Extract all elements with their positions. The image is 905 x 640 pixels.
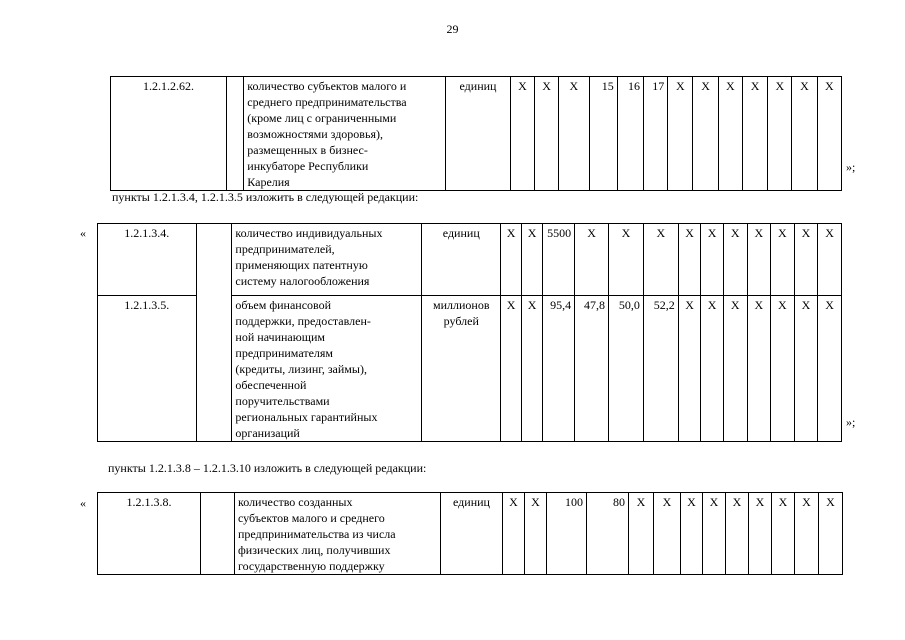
value-cell: 100 xyxy=(547,493,587,575)
value-cell: X xyxy=(503,493,525,575)
value-cell: 80 xyxy=(587,493,629,575)
value-cell: X xyxy=(510,77,534,191)
empty-cell xyxy=(227,77,244,191)
value-cell: 16 xyxy=(617,77,643,191)
value-cell: X xyxy=(575,224,609,296)
value-cell: 17 xyxy=(644,77,668,191)
value-cell: X xyxy=(771,296,795,442)
value-cell: X xyxy=(794,296,818,442)
row-unit: миллионов рублей xyxy=(422,296,501,442)
row-code: 1.2.1.3.4. xyxy=(98,224,197,296)
value-cell: X xyxy=(501,296,522,442)
value-cell: 15 xyxy=(589,77,617,191)
value-cell: X xyxy=(794,224,818,296)
closing-quote: »; xyxy=(846,160,856,174)
value-cell: 95,4 xyxy=(543,296,575,442)
empty-cell xyxy=(196,224,232,442)
value-cell: X xyxy=(792,77,817,191)
value-cell: X xyxy=(818,296,842,442)
empty-cell xyxy=(201,493,235,575)
value-cell: X xyxy=(723,296,747,442)
amendment-paragraph: пункты 1.2.1.3.4, 1.2.1.3.5 изложить в следующей редакции: xyxy=(112,190,419,204)
value-cell: X xyxy=(723,224,747,296)
value-cell: X xyxy=(772,493,795,575)
row-description: количество субъектов малого и среднего предпринимательства (кроме лиц с ограниченными возможностями здоровья), размещенных в бизнес- инкубаторе Республики Карелия xyxy=(244,77,446,191)
row-description: количество созданных субъектов малого и среднего предпринимательства из числа физических лиц, получивших государственную поддержку xyxy=(235,493,441,575)
opening-quote: « xyxy=(80,226,86,240)
table-row xyxy=(98,493,843,575)
value-cell: X xyxy=(795,493,819,575)
value-cell: X xyxy=(747,224,771,296)
value-cell: X xyxy=(681,493,703,575)
value-cell: X xyxy=(703,493,726,575)
value-cell: X xyxy=(693,77,718,191)
value-cell: X xyxy=(701,224,724,296)
value-cell: X xyxy=(525,493,547,575)
row-unit: единиц xyxy=(446,77,511,191)
value-cell: X xyxy=(609,224,644,296)
row-unit: единиц xyxy=(422,224,501,296)
value-cell: X xyxy=(678,224,701,296)
value-cell: 50,0 xyxy=(609,296,644,442)
value-cell: X xyxy=(771,224,795,296)
row-code: 1.2.1.3.8. xyxy=(98,493,201,575)
value-cell: X xyxy=(818,224,842,296)
value-cell: X xyxy=(643,224,678,296)
value-cell: X xyxy=(718,77,742,191)
value-cell: X xyxy=(749,493,772,575)
row-code: 1.2.1.2.62. xyxy=(111,77,227,191)
value-cell: X xyxy=(535,77,559,191)
table-row xyxy=(111,77,842,191)
value-cell: X xyxy=(668,77,693,191)
value-cell: 5500 xyxy=(543,224,575,296)
value-cell: X xyxy=(654,493,681,575)
value-cell: X xyxy=(521,296,543,442)
table-row xyxy=(98,224,842,296)
value-cell: X xyxy=(817,77,841,191)
opening-quote: « xyxy=(80,496,86,510)
closing-quote: »; xyxy=(846,415,856,429)
value-cell: X xyxy=(742,77,767,191)
amendment-paragraph: пункты 1.2.1.3.8 – 1.2.1.3.10 изложить в следующей редакции: xyxy=(108,461,427,475)
row-code: 1.2.1.3.5. xyxy=(98,296,197,442)
value-cell: 52,2 xyxy=(643,296,678,442)
table-1 xyxy=(110,76,842,191)
value-cell: X xyxy=(819,493,843,575)
value-cell: X xyxy=(521,224,543,296)
value-cell: X xyxy=(768,77,792,191)
row-description: количество индивидуальных предпринимателей, применяющих патентную систему налогообложения xyxy=(232,224,422,296)
value-cell: X xyxy=(629,493,654,575)
value-cell: X xyxy=(501,224,522,296)
value-cell: X xyxy=(747,296,771,442)
value-cell: X xyxy=(701,296,724,442)
row-unit: единиц xyxy=(441,493,503,575)
value-cell: 47,8 xyxy=(575,296,609,442)
value-cell: X xyxy=(559,77,589,191)
value-cell: X xyxy=(678,296,701,442)
table-3 xyxy=(97,492,843,575)
row-description: объем финансовой поддержки, предоставлен- ной начинающим предпринимателям (кредиты, лизинг, займы), обеспеченной поручительствами региональных гарантийных организаций xyxy=(232,296,422,442)
page-number: 29 xyxy=(446,22,459,36)
table-2 xyxy=(97,223,842,442)
value-cell: X xyxy=(726,493,749,575)
